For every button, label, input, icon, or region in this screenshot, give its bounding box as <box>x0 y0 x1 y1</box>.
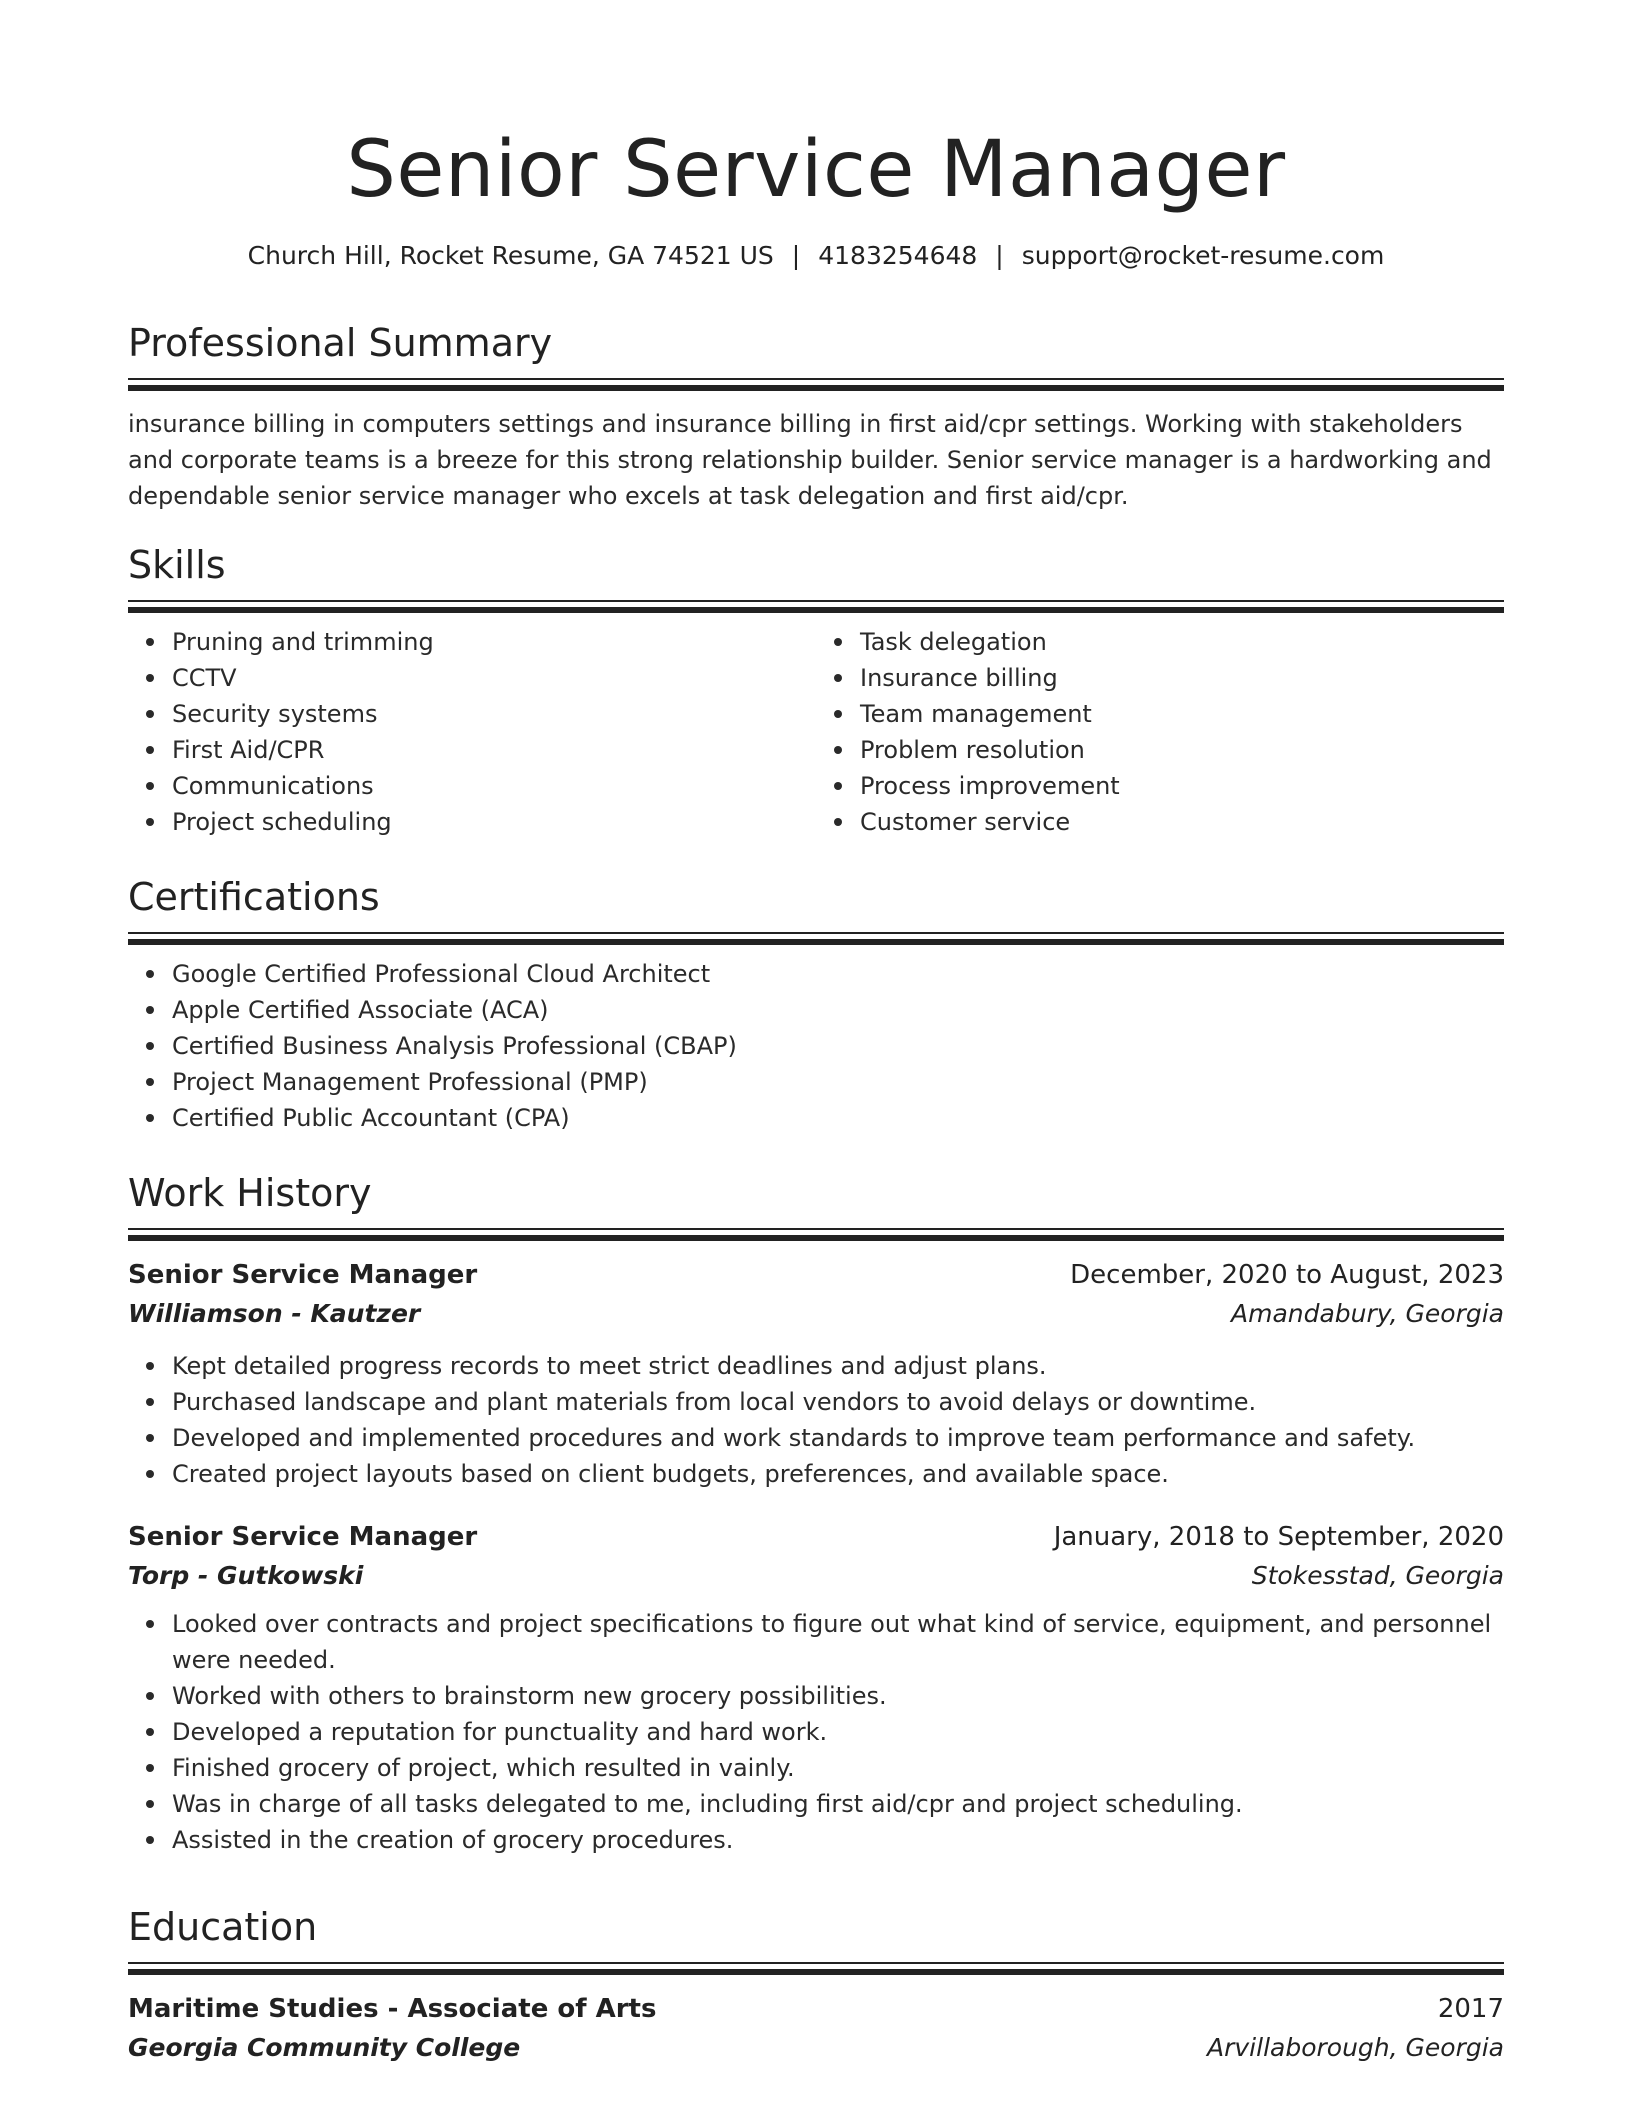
section-divider <box>128 600 1504 614</box>
certification-item: Project Management Professional (PMP) <box>172 1064 1504 1100</box>
work-history-section <box>128 1168 1504 1858</box>
section-divider <box>128 378 1504 392</box>
skill-item: Task delegation <box>860 624 1504 660</box>
skills-section <box>128 540 1504 840</box>
job-entry <box>128 1256 1504 1492</box>
education-section <box>128 1902 1504 2068</box>
education-entry <box>128 1990 1504 2068</box>
job-title: Senior Service Manager <box>128 1522 478 1552</box>
summary-text: insurance billing in computers settings and insurance billing in first aid/cpr settings. Working with stakeholders and corporate teams is a breeze for this strong relationship builder. Senior service manager is a hardworking and dependable senior service manager who excels at task delegation and first aid/cpr. <box>128 410 1492 510</box>
section-divider <box>128 932 1504 946</box>
skill-item: Customer service <box>860 804 1504 840</box>
contact-separator: | <box>791 241 801 270</box>
certifications-list <box>128 956 1504 1136</box>
job-location: Stokesstad, Georgia <box>1251 1561 1504 1590</box>
certification-item: Google Certified Professional Cloud Architect <box>172 956 1504 992</box>
job-entry <box>128 1518 1504 1858</box>
skills-list-left <box>128 624 816 840</box>
education-location: Arvillaborough, Georgia <box>1207 2033 1504 2062</box>
certification-item: Certified Business Analysis Professional (CBAP) <box>172 1028 1504 1064</box>
certification-item: Certified Public Accountant (CPA) <box>172 1100 1504 1136</box>
skill-item: Security systems <box>172 696 816 732</box>
job-bullet: Developed a reputation for punctuality and hard work. <box>172 1714 1504 1750</box>
job-dates: January, 2018 to September, 2020 <box>1053 1522 1504 1552</box>
section-title-summary: Professional Summary <box>128 321 553 365</box>
resume-name: Senior Service Manager <box>346 125 1286 215</box>
section-title-work-history: Work History <box>128 1171 372 1215</box>
education-year: 2017 <box>1437 1994 1504 2024</box>
skill-item: Team management <box>860 696 1504 732</box>
contact-email: support@rocket-resume.com <box>1021 241 1385 270</box>
certification-item: Apple Certified Associate (ACA) <box>172 992 1504 1028</box>
job-location: Amandabury, Georgia <box>1230 1299 1504 1328</box>
job-bullet: Created project layouts based on client budgets, preferences, and available space. <box>172 1456 1504 1492</box>
job-bullets <box>128 1606 1504 1858</box>
job-bullet: Assisted in the creation of grocery procedures. <box>172 1822 1504 1858</box>
job-bullet: Developed and implemented procedures and work standards to improve team performance and safety. <box>172 1420 1504 1456</box>
skill-item: Communications <box>172 768 816 804</box>
section-divider <box>128 1962 1504 1976</box>
skills-columns <box>128 624 1504 840</box>
skill-item: First Aid/CPR <box>172 732 816 768</box>
contact-separator: | <box>995 241 1004 270</box>
contact-phone: 4183254648 <box>818 241 978 270</box>
skill-item: Pruning and trimming <box>172 624 816 660</box>
education-school: Georgia Community College <box>128 2033 521 2062</box>
section-divider <box>128 1228 1504 1242</box>
contact-address: Church Hill, Rocket Resume, GA 74521 US <box>247 241 774 270</box>
section-title-education: Education <box>128 1905 318 1949</box>
job-bullet: Worked with others to brainstorm new grocery possibilities. <box>172 1678 1504 1714</box>
job-company: Williamson - Kautzer <box>128 1299 421 1328</box>
skill-item: Process improvement <box>860 768 1504 804</box>
job-dates: December, 2020 to August, 2023 <box>1070 1260 1504 1290</box>
skill-item: Problem resolution <box>860 732 1504 768</box>
education-degree: Maritime Studies - Associate of Arts <box>128 1994 657 2024</box>
skill-item: Project scheduling <box>172 804 816 840</box>
skills-list-right <box>816 624 1504 840</box>
section-title-skills: Skills <box>128 543 226 587</box>
section-title-certifications: Certifications <box>128 875 380 919</box>
summary-section <box>128 318 1504 514</box>
skill-item: Insurance billing <box>860 660 1504 696</box>
job-title: Senior Service Manager <box>128 1260 478 1290</box>
contact-line <box>128 238 1504 274</box>
job-bullet: Looked over contracts and project specifications to figure out what kind of service, equipment, and personnel were needed. <box>172 1606 1504 1678</box>
job-bullets <box>128 1348 1504 1492</box>
job-bullet: Kept detailed progress records to meet strict deadlines and adjust plans. <box>172 1348 1504 1384</box>
job-bullet: Purchased landscape and plant materials from local vendors to avoid delays or downtime. <box>172 1384 1504 1420</box>
skill-item: CCTV <box>172 660 816 696</box>
job-bullet: Finished grocery of project, which resulted in vainly. <box>172 1750 1504 1786</box>
job-company: Torp - Gutkowski <box>128 1561 364 1590</box>
certifications-section <box>128 872 1504 1136</box>
job-bullet: Was in charge of all tasks delegated to me, including first aid/cpr and project scheduling. <box>172 1786 1504 1822</box>
